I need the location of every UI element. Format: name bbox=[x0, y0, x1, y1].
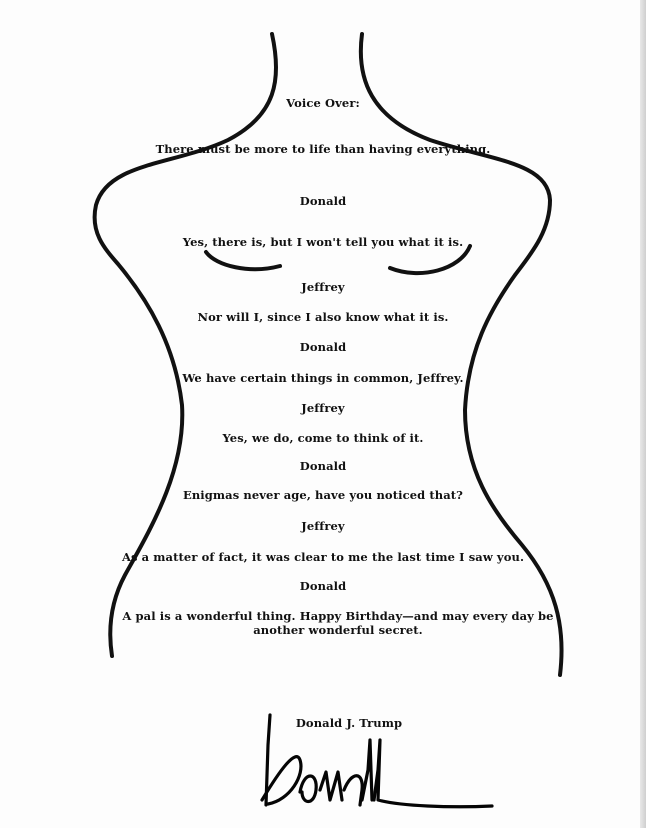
dialogue-line: Yes, we do, come to think of it. bbox=[222, 431, 424, 445]
speaker-donald: Donald bbox=[299, 459, 347, 473]
bust-curve-left bbox=[206, 252, 280, 269]
dialogue-line: Nor will I, since I also know what it is. bbox=[197, 310, 449, 324]
speaker-jeffrey: Jeffrey bbox=[301, 519, 345, 533]
bust-curve-right bbox=[390, 246, 470, 273]
speaker-donald: Donald bbox=[299, 579, 347, 593]
speaker-donald: Donald bbox=[299, 194, 347, 208]
dialogue-line: There must be more to life than having everything. bbox=[155, 142, 491, 156]
dialogue-line: Yes, there is, but I won't tell you what it is. bbox=[182, 235, 464, 249]
speaker-jeffrey: Jeffrey bbox=[301, 401, 345, 415]
dialogue-line: Enigmas never age, have you noticed that? bbox=[182, 488, 464, 502]
signature-name: Donald J. Trump bbox=[295, 716, 403, 730]
speaker-donald: Donald bbox=[299, 340, 347, 354]
dialogue-line: As a matter of fact, it was clear to me the last time I saw you. bbox=[121, 550, 525, 564]
speaker-jeffrey: Jeffrey bbox=[301, 280, 345, 294]
speaker-voice-over: Voice Over: bbox=[286, 96, 360, 110]
closing-dialogue-line: A pal is a wonderful thing. Happy Birthday—and may every day be another wonderful secret. bbox=[122, 609, 554, 637]
dialogue-line: We have certain things in common, Jeffrey. bbox=[182, 371, 464, 385]
